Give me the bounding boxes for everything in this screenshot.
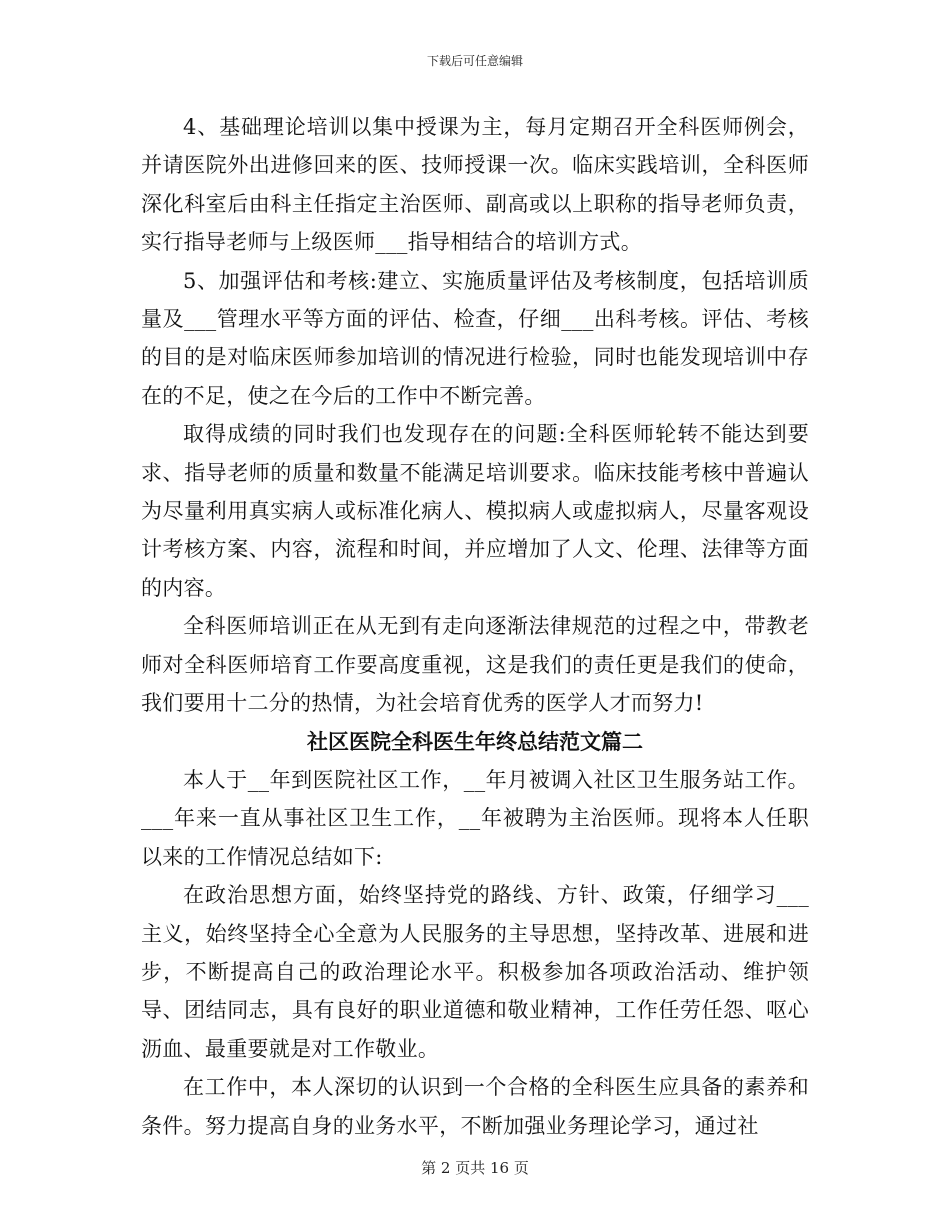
paragraph-problems: 取得成绩的同时我们也发现存在的问题:全科医师轮转不能达到要求、指导老师的质量和数量不能满足培训要求。临床技能考核中普遍认为尽量利用真实病人或标准化病人、模拟病人或虚拟病人，尽量客观设计考核方案、内容，流程和时间，并应增加了人文、伦理、法律等方面的内容。: [141, 422, 809, 600]
section-heading: 社区医院全科医生年终总结范文篇二: [307, 728, 643, 754]
paragraph-assessment: 5、加强评估和考核:建立、实施质量评估及考核制度，包括培训质量及___管理水平等方面的评估、检查，仔细___出科考核。评估、考核的目的是对临床医师参加培训的情况进行检验，同时也能发现培训中存在的不足，使之在今后的工作中不断完善。: [141, 268, 809, 408]
paragraph-intro: 本人于__年到医院社区工作，__年月被调入社区卫生服务站工作。___年来一直从事社区卫生工作，__年被聘为主治医师。现将本人任职以来的工作情况总结如下:: [141, 767, 809, 869]
paragraph-work: 在工作中，本人深切的认识到一个合格的全科医生应具备的素养和条件。努力提高自身的业务水平，不断加强业务理论学习，通过社: [141, 1075, 809, 1138]
paragraph-training-method: 4、基础理论培训以集中授课为主，每月定期召开全科医师例会，并请医院外出进修回来的医、技师授课一次。临床实践培训，全科医师深化科室后由科主任指定主治医师、副高或以上职称的指导老师负责，实行指导老师与上级医师___指导相结合的培训方式。: [141, 115, 809, 255]
page-header: 下载后可任意编辑: [426, 54, 523, 68]
paragraph-conclusion: 全科医师培训正在从无到有走向逐渐法律规范的过程之中，带教老师对全科医师培育工作要高度重视，这是我们的责任更是我们的使命，我们要用十二分的热情，为社会培育优秀的医学人才而努力!: [141, 614, 809, 716]
document-body: [141, 108, 809, 1145]
page-footer: 第 2 页共 16 页: [421, 1159, 529, 1177]
paragraph-political: 在政治思想方面，始终坚持党的路线、方针、政策，仔细学习___主义，始终坚持全心全意为人民服务的主导思想，坚持改革、进展和进步，不断提高自己的政治理论水平。积极参加各项政治活动、维护领导、团结同志，具有良好的职业道德和敬业精神，工作任劳任怨、呕心沥血、最重要就是对工作敬业。: [141, 883, 809, 1061]
